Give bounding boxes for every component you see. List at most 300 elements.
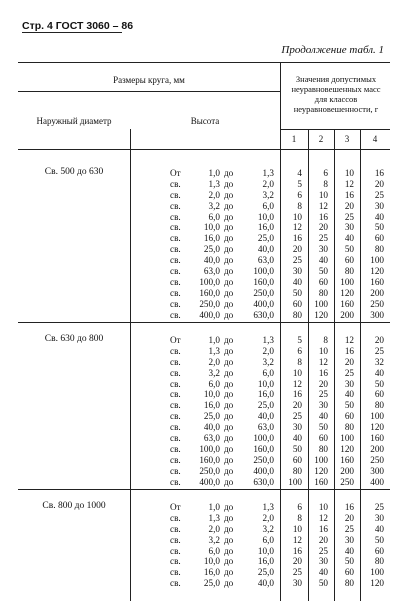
to-word-cell: до: [224, 556, 234, 567]
class-2-cell: 80: [318, 443, 328, 454]
class-2-cell: 20: [318, 378, 328, 389]
table-row: [18, 433, 390, 444]
table-continuation-label: Продолжение табл. 1: [281, 44, 384, 56]
to-word-cell: до: [224, 233, 234, 244]
class-2-cell: 12: [318, 356, 328, 367]
table-row: [18, 212, 390, 223]
to-word-cell: до: [224, 454, 234, 465]
class-2-cell: 25: [318, 389, 328, 400]
class-3-cell: 60: [344, 567, 354, 578]
prefix-cell: св.: [170, 378, 181, 389]
class-1-cell: 5: [297, 335, 302, 345]
class-3-cell: 50: [344, 556, 354, 567]
class-2-cell: 12: [318, 200, 328, 211]
class-3-cell: 10: [344, 168, 354, 178]
to-cell: 1,3: [262, 335, 274, 345]
from-cell: 2,0: [208, 189, 220, 200]
prefix-cell: св.: [170, 512, 181, 523]
class-3-cell: 40: [344, 389, 354, 400]
from-cell: 40,0: [203, 422, 220, 433]
class-2-cell: 10: [318, 345, 328, 356]
table-row: [18, 411, 390, 422]
prefix-cell: св.: [170, 287, 181, 298]
class-1-cell: 60: [292, 454, 302, 465]
prefix-cell: св.: [170, 422, 181, 433]
size-group-header: Размеры круга, мм: [113, 75, 185, 85]
section-rows: [18, 168, 390, 320]
table-row: [18, 233, 390, 244]
class-4-cell: 120: [370, 266, 384, 277]
class-1-cell: 8: [297, 200, 302, 211]
section-rows: [18, 335, 390, 487]
table-row: [18, 201, 390, 212]
to-word-cell: до: [224, 502, 234, 512]
to-cell: 40,0: [257, 578, 274, 589]
class-4-cell: 300: [370, 465, 384, 476]
prefix-cell: св.: [170, 443, 181, 454]
class-4-cell: 25: [374, 189, 384, 200]
class-2-cell: 160: [314, 476, 328, 487]
to-word-cell: до: [224, 335, 234, 345]
table-row: [18, 535, 390, 546]
to-word-cell: до: [224, 523, 234, 534]
to-cell: 400,0: [253, 465, 274, 476]
class-3-cell: 30: [344, 378, 354, 389]
class-1-cell: 16: [292, 389, 302, 400]
class-3-cell: 16: [344, 345, 354, 356]
prefix-cell: св.: [170, 476, 181, 487]
class-2-cell: 50: [318, 422, 328, 433]
to-word-cell: до: [224, 411, 234, 422]
class-2-cell: 10: [318, 502, 328, 512]
to-cell: 63,0: [257, 255, 274, 266]
class-4-cell: 60: [374, 389, 384, 400]
class-2-cell: 40: [318, 411, 328, 422]
to-cell: 25,0: [257, 567, 274, 578]
to-word-cell: до: [224, 287, 234, 298]
header-underline: [22, 32, 122, 33]
table-row: [18, 299, 390, 310]
class-3-cell: 12: [344, 335, 354, 345]
class-1-cell: 8: [297, 356, 302, 367]
class-1-cell: 6: [297, 502, 302, 512]
to-word-cell: до: [224, 222, 234, 233]
to-cell: 400,0: [253, 298, 274, 309]
class-3-cell: 20: [344, 200, 354, 211]
class-4-cell: 30: [374, 200, 384, 211]
class-2-cell: 8: [323, 178, 328, 189]
class-2-cell: 100: [314, 298, 328, 309]
class-3-cell: 30: [344, 534, 354, 545]
class-1-cell: 6: [297, 189, 302, 200]
class-3-cell: 80: [344, 578, 354, 589]
to-word-cell: до: [224, 534, 234, 545]
to-word-cell: до: [224, 567, 234, 578]
table-row: [18, 556, 390, 567]
from-cell: 2,0: [208, 356, 220, 367]
prefix-cell: св.: [170, 200, 181, 211]
class-1-cell: 8: [297, 512, 302, 523]
to-cell: 10,0: [257, 211, 274, 222]
to-cell: 40,0: [257, 411, 274, 422]
table-row: [18, 379, 390, 390]
class-3-cell: 80: [344, 266, 354, 277]
class-4-cell: 120: [370, 578, 384, 589]
to-word-cell: до: [224, 476, 234, 487]
from-cell: 160,0: [199, 454, 220, 465]
prefix-cell: св.: [170, 266, 181, 277]
class-4-cell: 50: [374, 534, 384, 545]
class-1-cell: 40: [292, 276, 302, 287]
prefix-cell: св.: [170, 356, 181, 367]
prefix-cell: св.: [170, 189, 181, 200]
class-2-cell: 40: [318, 255, 328, 266]
class-1-cell: 25: [292, 255, 302, 266]
prefix-cell: св.: [170, 255, 181, 266]
prefix-cell: св.: [170, 244, 181, 255]
class-1-cell: 100: [288, 476, 302, 487]
allowed-masses-header: Значения допустимых неуравновешенных масс для классов неуравновешенности, г: [291, 74, 381, 114]
to-word-cell: до: [224, 465, 234, 476]
class-2-cell: 8: [323, 335, 328, 345]
from-cell: 100,0: [199, 443, 220, 454]
to-word-cell: до: [224, 389, 234, 400]
class-4-cell: 20: [374, 178, 384, 189]
section-divider-1: [18, 322, 390, 323]
from-cell: 63,0: [203, 433, 220, 444]
class-4-cell: 100: [370, 255, 384, 266]
class-1-cell: 4: [297, 168, 302, 178]
from-cell: 25,0: [203, 244, 220, 255]
class-3-cell: 160: [340, 298, 354, 309]
table-row: [18, 578, 390, 589]
class-2-cell: 12: [318, 512, 328, 523]
class-2-cell: 30: [318, 556, 328, 567]
to-cell: 100,0: [253, 266, 274, 277]
table-row: [18, 310, 390, 321]
class-4-cell: 16: [374, 168, 384, 178]
from-cell: 1,0: [208, 502, 220, 512]
table-row: [18, 335, 390, 346]
class-3-cell: 120: [340, 443, 354, 454]
class-3-cell: 160: [340, 454, 354, 465]
class-2-cell: 60: [318, 433, 328, 444]
prefix-cell: св.: [170, 276, 181, 287]
class-4-header: 4: [372, 134, 378, 144]
to-word-cell: до: [224, 266, 234, 277]
table-row: [18, 524, 390, 535]
class-3-cell: 25: [344, 367, 354, 378]
prefix-cell: св.: [170, 454, 181, 465]
from-cell: 250,0: [199, 465, 220, 476]
class-3-cell: 30: [344, 222, 354, 233]
prefix-cell: От: [170, 335, 181, 345]
to-word-cell: до: [224, 255, 234, 266]
to-cell: 250,0: [253, 287, 274, 298]
prefix-cell: От: [170, 168, 181, 178]
class-1-cell: 30: [292, 422, 302, 433]
class-2-cell: 120: [314, 465, 328, 476]
class-4-cell: 50: [374, 222, 384, 233]
prefix-cell: св.: [170, 578, 181, 589]
class-4-cell: 20: [374, 335, 384, 345]
prefix-cell: св.: [170, 556, 181, 567]
from-cell: 1,0: [208, 335, 220, 345]
class-1-cell: 16: [292, 233, 302, 244]
from-cell: 400,0: [199, 476, 220, 487]
header-bottom-line: [18, 149, 390, 150]
to-cell: 2,0: [262, 345, 274, 356]
class-3-cell: 200: [340, 309, 354, 320]
to-word-cell: до: [224, 512, 234, 523]
from-cell: 16,0: [203, 567, 220, 578]
height-header: Высота: [190, 116, 220, 126]
class-1-cell: 80: [292, 465, 302, 476]
to-cell: 3,2: [262, 356, 274, 367]
to-word-cell: до: [224, 356, 234, 367]
class-3-cell: 20: [344, 512, 354, 523]
class-4-cell: 120: [370, 422, 384, 433]
class-4-cell: 200: [370, 287, 384, 298]
class-4-cell: 40: [374, 523, 384, 534]
from-cell: 16,0: [203, 400, 220, 411]
prefix-cell: св.: [170, 389, 181, 400]
class-2-header: 2: [318, 134, 324, 144]
class-2-cell: 25: [318, 545, 328, 556]
class-1-cell: 12: [292, 378, 302, 389]
to-word-cell: до: [224, 276, 234, 287]
prefix-cell: От: [170, 502, 181, 512]
to-word-cell: до: [224, 168, 234, 178]
header-divider-size: [18, 91, 280, 92]
class-1-cell: 20: [292, 556, 302, 567]
table-row: [18, 546, 390, 557]
from-cell: 400,0: [199, 309, 220, 320]
class-2-cell: 10: [318, 189, 328, 200]
prefix-cell: св.: [170, 309, 181, 320]
page-header: Стр. 4 ГОСТ 3060 – 86: [22, 20, 134, 32]
to-word-cell: до: [224, 578, 234, 589]
table-row: [18, 357, 390, 368]
to-cell: 16,0: [257, 389, 274, 400]
class-1-cell: 80: [292, 309, 302, 320]
table-row: [18, 266, 390, 277]
from-cell: 63,0: [203, 266, 220, 277]
class-4-cell: 250: [370, 454, 384, 465]
section-divider-2: [18, 489, 390, 490]
from-cell: 16,0: [203, 233, 220, 244]
from-cell: 1,0: [208, 168, 220, 178]
table-row: [18, 513, 390, 524]
table-row: [18, 190, 390, 201]
to-word-cell: до: [224, 422, 234, 433]
to-cell: 1,3: [262, 502, 274, 512]
class-3-cell: 20: [344, 356, 354, 367]
table-row: [18, 422, 390, 433]
from-cell: 1,3: [208, 178, 220, 189]
prefix-cell: св.: [170, 523, 181, 534]
class-3-cell: 120: [340, 287, 354, 298]
class-1-cell: 20: [292, 400, 302, 411]
class-3-cell: 50: [344, 400, 354, 411]
class-2-cell: 16: [318, 211, 328, 222]
to-cell: 160,0: [253, 443, 274, 454]
table-row: [18, 502, 390, 513]
class-2-cell: 20: [318, 534, 328, 545]
table-row: [18, 400, 390, 411]
outer-diameter-header: Наружный диаметр: [36, 116, 112, 126]
class-4-cell: 40: [374, 211, 384, 222]
class-4-cell: 400: [370, 476, 384, 487]
class-3-cell: 25: [344, 211, 354, 222]
from-cell: 6,0: [208, 211, 220, 222]
class-2-cell: 60: [318, 276, 328, 287]
class-2-cell: 16: [318, 523, 328, 534]
table-row: [18, 368, 390, 379]
from-cell: 160,0: [199, 287, 220, 298]
class-1-cell: 10: [292, 523, 302, 534]
class-1-cell: 16: [292, 545, 302, 556]
class-3-cell: 100: [340, 276, 354, 287]
class-2-cell: 30: [318, 244, 328, 255]
class-3-cell: 100: [340, 433, 354, 444]
to-cell: 630,0: [253, 309, 274, 320]
prefix-cell: св.: [170, 298, 181, 309]
class-4-cell: 100: [370, 567, 384, 578]
table-row: [18, 477, 390, 488]
class-4-cell: 80: [374, 556, 384, 567]
class-1-cell: 12: [292, 534, 302, 545]
class-1-cell: 60: [292, 298, 302, 309]
to-cell: 100,0: [253, 433, 274, 444]
prefix-cell: св.: [170, 567, 181, 578]
to-cell: 16,0: [257, 222, 274, 233]
from-cell: 10,0: [203, 556, 220, 567]
class-1-cell: 6: [297, 345, 302, 356]
class-3-cell: 12: [344, 178, 354, 189]
prefix-cell: св.: [170, 545, 181, 556]
class-4-cell: 25: [374, 345, 384, 356]
to-word-cell: до: [224, 433, 234, 444]
class-4-cell: 250: [370, 298, 384, 309]
to-word-cell: до: [224, 400, 234, 411]
to-cell: 6,0: [262, 367, 274, 378]
table-row: [18, 288, 390, 299]
from-cell: 6,0: [208, 378, 220, 389]
to-cell: 10,0: [257, 378, 274, 389]
to-word-cell: до: [224, 244, 234, 255]
table-row: [18, 222, 390, 233]
class-3-cell: 16: [344, 502, 354, 512]
class-4-cell: 25: [374, 502, 384, 512]
class-4-cell: 100: [370, 411, 384, 422]
from-cell: 100,0: [199, 276, 220, 287]
class-1-header: 1: [291, 134, 297, 144]
class-3-cell: 200: [340, 465, 354, 476]
class-2-cell: 30: [318, 400, 328, 411]
from-cell: 40,0: [203, 255, 220, 266]
to-word-cell: до: [224, 211, 234, 222]
to-cell: 1,3: [262, 168, 274, 178]
from-cell: 25,0: [203, 578, 220, 589]
to-cell: 63,0: [257, 422, 274, 433]
class-1-cell: 12: [292, 222, 302, 233]
from-cell: 3,2: [208, 200, 220, 211]
prefix-cell: св.: [170, 211, 181, 222]
prefix-cell: св.: [170, 433, 181, 444]
class-3-cell: 50: [344, 244, 354, 255]
class-3-cell: 60: [344, 255, 354, 266]
class-2-cell: 25: [318, 233, 328, 244]
to-word-cell: до: [224, 443, 234, 454]
class-1-cell: 30: [292, 266, 302, 277]
class-1-cell: 30: [292, 578, 302, 589]
class-4-cell: 32: [374, 356, 384, 367]
class-3-cell: 250: [340, 476, 354, 487]
to-cell: 16,0: [257, 556, 274, 567]
from-cell: 250,0: [199, 298, 220, 309]
to-cell: 40,0: [257, 244, 274, 255]
class-4-cell: 60: [374, 233, 384, 244]
to-cell: 25,0: [257, 400, 274, 411]
class-3-cell: 40: [344, 545, 354, 556]
table-row: [18, 389, 390, 400]
table-row: [18, 346, 390, 357]
prefix-cell: св.: [170, 534, 181, 545]
to-cell: 25,0: [257, 233, 274, 244]
table-row: [18, 444, 390, 455]
class-1-cell: 50: [292, 443, 302, 454]
section-diameter-label: Св. 500 до 630: [44, 167, 104, 177]
class-4-cell: 160: [370, 433, 384, 444]
table-row: [18, 466, 390, 477]
to-cell: 630,0: [253, 476, 274, 487]
to-cell: 6,0: [262, 200, 274, 211]
prefix-cell: св.: [170, 367, 181, 378]
tolerance-table: [18, 62, 390, 601]
class-4-cell: 300: [370, 309, 384, 320]
class-3-cell: 25: [344, 523, 354, 534]
to-word-cell: до: [224, 378, 234, 389]
table-row: [18, 168, 390, 179]
to-word-cell: до: [224, 298, 234, 309]
class-1-cell: 20: [292, 244, 302, 255]
class-3-cell: 40: [344, 233, 354, 244]
to-word-cell: до: [224, 367, 234, 378]
prefix-cell: св.: [170, 222, 181, 233]
prefix-cell: св.: [170, 233, 181, 244]
class-2-cell: 80: [318, 287, 328, 298]
header-divider-classes: [280, 129, 390, 130]
table-row: [18, 567, 390, 578]
class-2-cell: 120: [314, 309, 328, 320]
class-2-cell: 20: [318, 222, 328, 233]
prefix-cell: св.: [170, 345, 181, 356]
class-2-cell: 40: [318, 567, 328, 578]
class-1-cell: 5: [297, 178, 302, 189]
table-row: [18, 255, 390, 266]
prefix-cell: св.: [170, 178, 181, 189]
class-4-cell: 60: [374, 545, 384, 556]
class-1-cell: 50: [292, 287, 302, 298]
from-cell: 25,0: [203, 411, 220, 422]
class-4-cell: 30: [374, 512, 384, 523]
prefix-cell: св.: [170, 465, 181, 476]
class-1-cell: 25: [292, 567, 302, 578]
to-word-cell: до: [224, 345, 234, 356]
class-2-cell: 16: [318, 367, 328, 378]
table-row: [18, 244, 390, 255]
